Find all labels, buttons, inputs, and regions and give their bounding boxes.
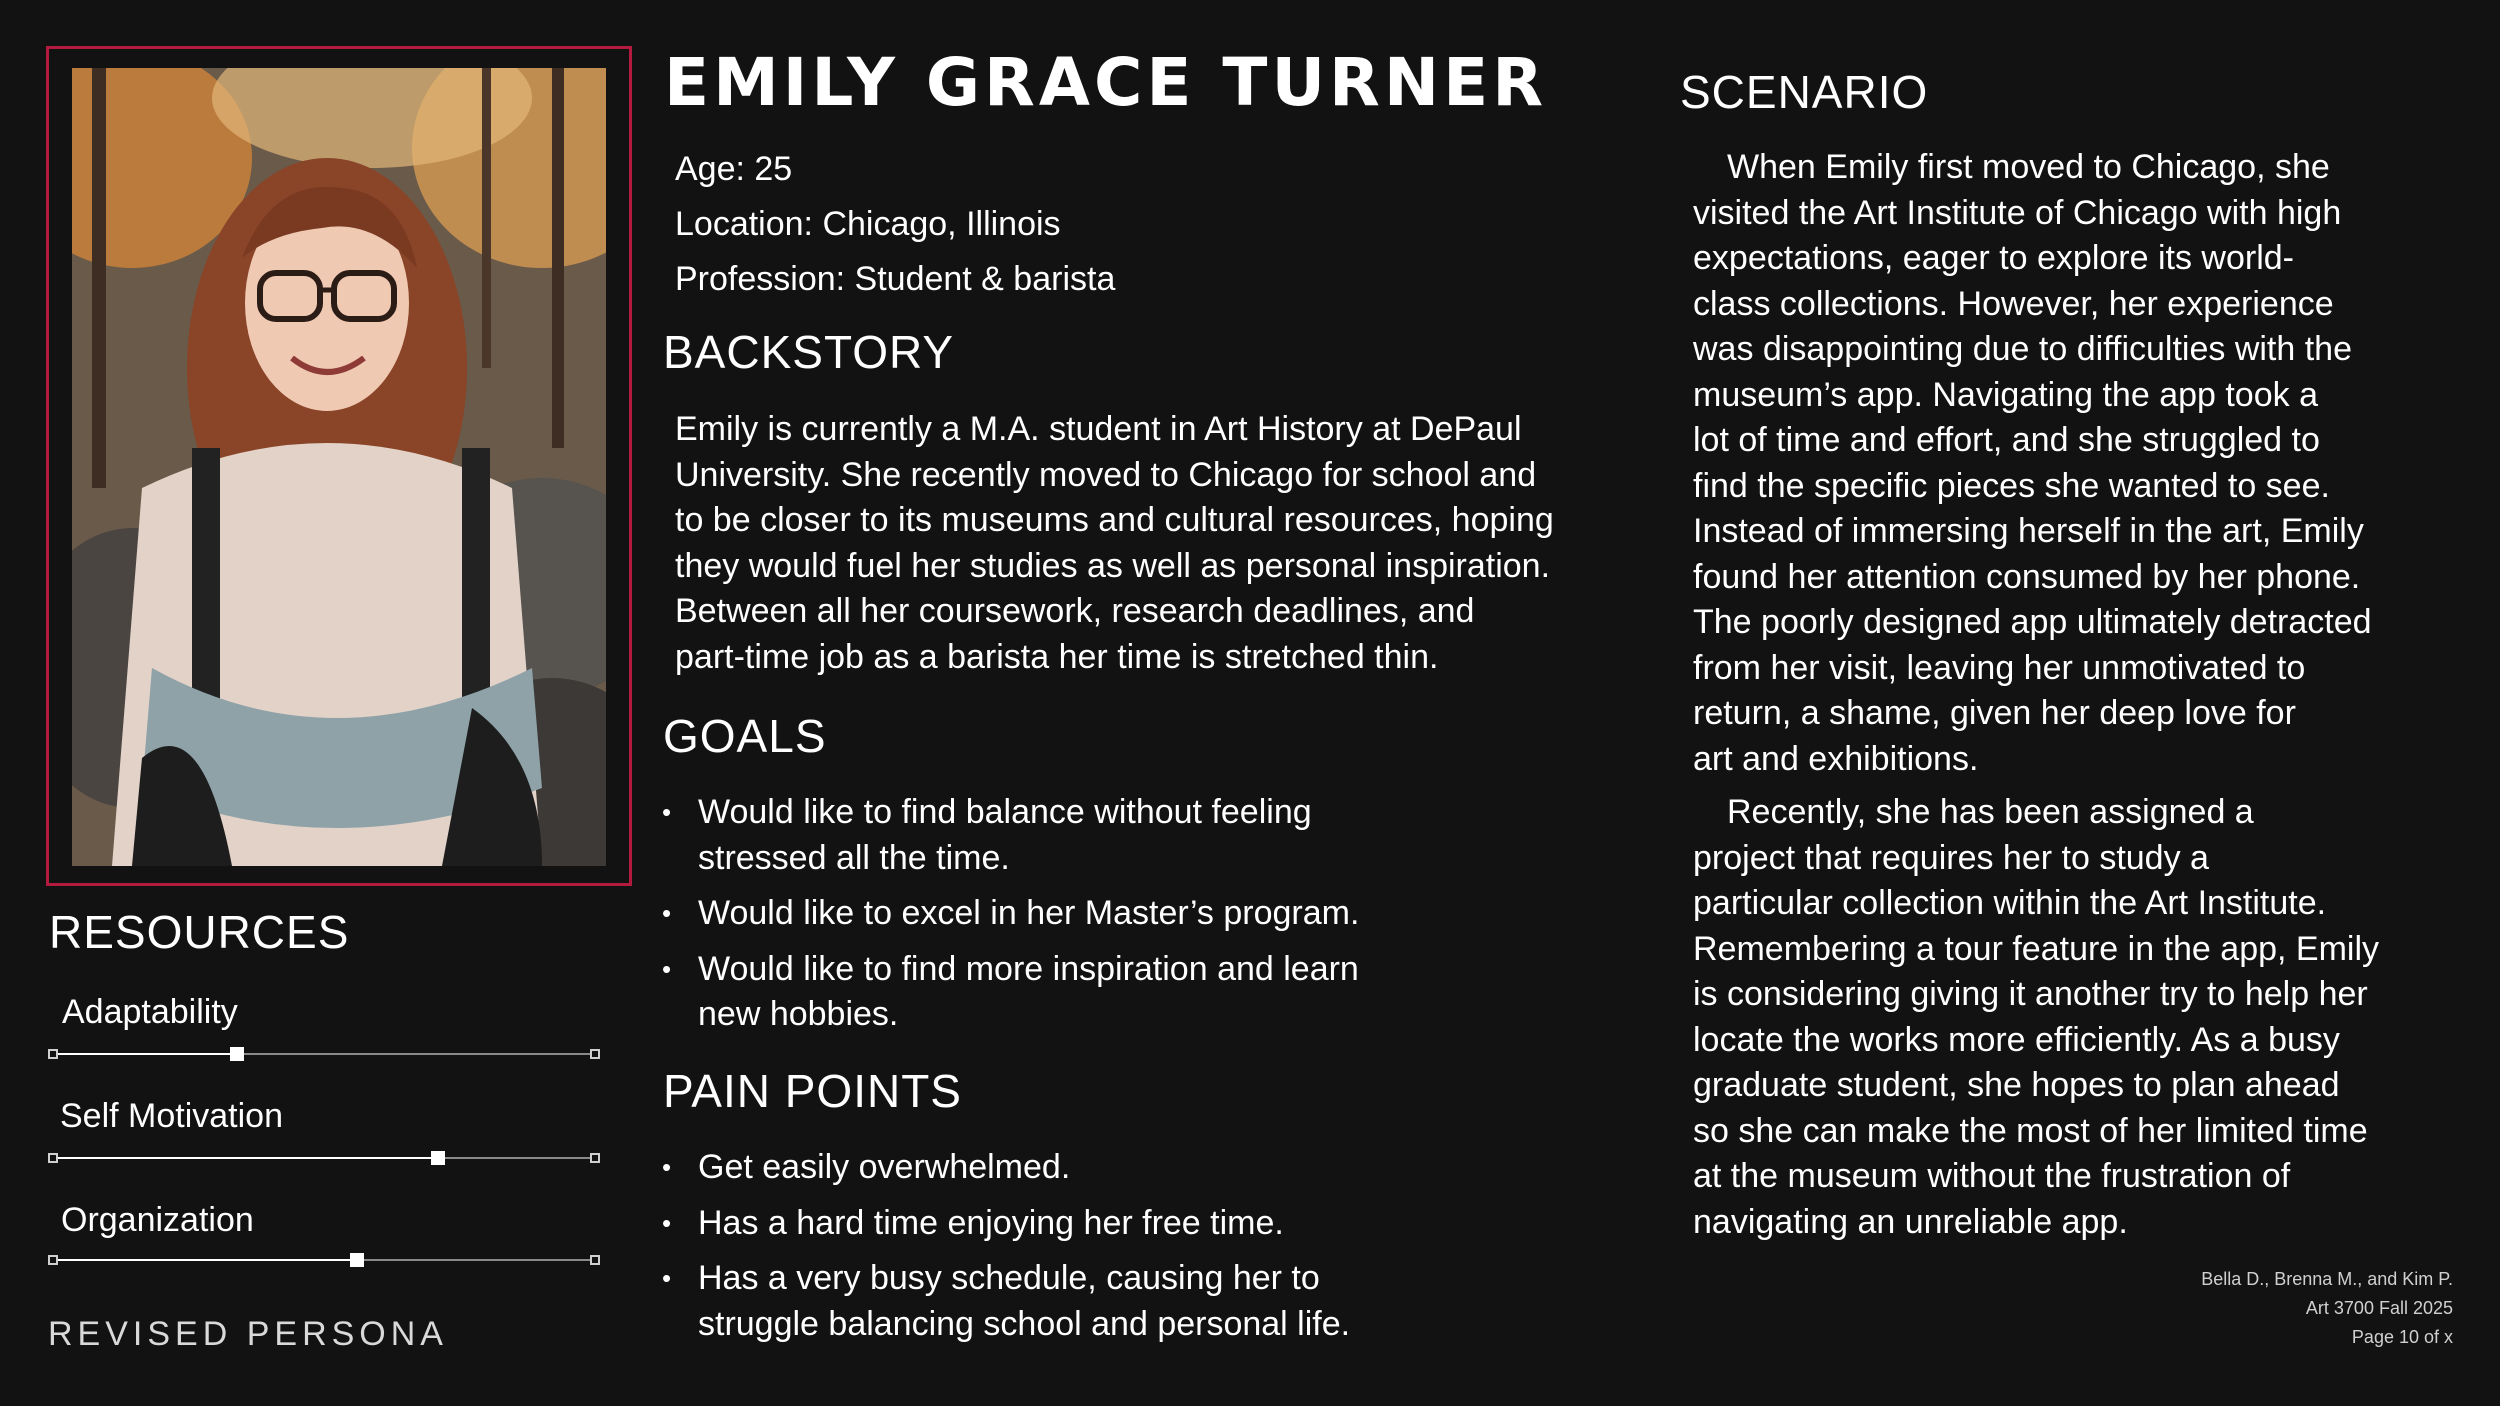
scenario-line: locate the works more efficiently. As a busy	[1693, 1020, 2340, 1059]
pain-points-heading: PAIN POINTS	[663, 1065, 962, 1117]
scenario-line: Recently, she has been assigned a	[1727, 793, 2254, 831]
scenario-line: return, a shame, given her deep love for	[1693, 694, 2296, 732]
slider-handle[interactable]	[230, 1047, 244, 1061]
goal-item	[662, 891, 1422, 937]
persona-location: Location: Chicago, Illinois	[675, 205, 1061, 243]
pain-point-item	[662, 1145, 1422, 1191]
goals-heading: GOALS	[663, 710, 827, 762]
scenario-paragraph-2	[1693, 790, 2473, 1245]
scenario-line: The poorly designed app ultimately detracted	[1693, 603, 2372, 641]
credits	[1853, 1265, 2453, 1352]
scenario-line: art and exhibitions.	[1693, 739, 1979, 778]
scenario-line: find the specific pieces she wanted to see.	[1693, 466, 2330, 505]
backstory-heading: BACKSTORY	[663, 326, 955, 378]
backstory-line: part-time job as a barista her time is stretched thin.	[675, 637, 1439, 676]
goal-item	[662, 790, 1422, 881]
scenario-line: at the museum without the frustration of	[1693, 1157, 2291, 1195]
pain-point-item	[662, 1256, 1422, 1347]
scenario-line: museum’s app. Navigating the app took a	[1693, 375, 2318, 414]
pain-point-item	[662, 1201, 1422, 1247]
credit-authors: Bella D., Brenna M., and Kim P.	[2201, 1269, 2453, 1289]
revised-persona-label: REVISED PERSONA	[48, 1315, 448, 1353]
persona-photo	[72, 68, 606, 866]
slider-start-cap	[48, 1255, 58, 1265]
persona-name: EMILY GRACE TURNER	[664, 44, 1548, 121]
scenario-line: so she can make the most of her limited time	[1693, 1111, 2368, 1150]
slider-label-adaptability: Adaptability	[62, 993, 238, 1031]
credit-course: Art 3700 Fall 2025	[2305, 1298, 2453, 1318]
goal-line: stressed all the time.	[698, 838, 1010, 877]
slider-label-organization: Organization	[61, 1201, 254, 1239]
slider-fill	[53, 1053, 237, 1055]
scenario-paragraph-1	[1693, 145, 2473, 782]
pain-point-line: • Get easily overwhelmed.	[698, 1148, 1071, 1186]
scenario-line: expectations, eager to explore its world-	[1693, 239, 2294, 277]
slider-end-cap	[590, 1153, 600, 1163]
scenario-line: class collections. However, her experience	[1693, 284, 2334, 323]
slider-self-motivation[interactable]	[48, 1150, 600, 1166]
slider-handle[interactable]	[431, 1151, 445, 1165]
slider-organization[interactable]	[48, 1252, 600, 1268]
slider-start-cap	[48, 1153, 58, 1163]
scenario-line: visited the Art Institute of Chicago with high	[1693, 193, 2342, 232]
scenario-line: Instead of immersing herself in the art, Emily	[1693, 512, 2364, 550]
scenario-line: When Emily first moved to Chicago, she	[1727, 148, 2330, 186]
slider-handle[interactable]	[350, 1253, 364, 1267]
pain-point-line: struggle balancing school and personal life.	[698, 1304, 1351, 1343]
goal-line: • Would like to find balance without feeling	[698, 793, 1312, 831]
pain-point-line: • Has a very busy schedule, causing her to	[698, 1259, 1320, 1297]
goals-list	[662, 790, 1422, 1038]
backstory-text	[675, 407, 1555, 680]
persona-info	[675, 142, 1115, 307]
backstory-line: to be closer to its museums and cultural resources, hoping	[675, 501, 1554, 539]
pain-points-list	[662, 1145, 1422, 1347]
scenario-line: particular collection within the Art Institute.	[1693, 884, 2327, 922]
resources-heading: RESOURCES	[49, 906, 350, 958]
slider-end-cap	[590, 1049, 600, 1059]
slider-fill	[53, 1259, 357, 1261]
goal-line: • Would like to excel in her Master’s program.	[698, 894, 1360, 932]
goal-line: new hobbies.	[698, 995, 899, 1033]
scenario-line: lot of time and effort, and she struggled to	[1693, 421, 2320, 459]
backstory-line: Between all her coursework, research deadlines, and	[675, 592, 1475, 630]
scenario-line: graduate student, she hopes to plan ahead	[1693, 1066, 2340, 1104]
goal-item	[662, 947, 1422, 1038]
backstory-line: Emily is currently a M.A. student in Art History at DePaul	[675, 410, 1522, 448]
scenario-line: Remembering a tour feature in the app, Emily	[1693, 929, 2380, 968]
goal-line: • Would like to find more inspiration and learn	[698, 949, 1359, 988]
slider-label-self-motivation: Self Motivation	[60, 1097, 283, 1135]
scenario-line: from her visit, leaving her unmotivated to	[1693, 648, 2306, 687]
slider-end-cap	[590, 1255, 600, 1265]
scenario-line: navigating an unreliable app.	[1693, 1202, 2128, 1241]
slider-fill	[53, 1157, 438, 1159]
credit-page: Page 10 of x	[2351, 1327, 2453, 1347]
scenario-line: was disappointing due to difficulties with the	[1693, 330, 2352, 368]
persona-profession: Profession: Student & barista	[675, 260, 1116, 298]
backstory-line: they would fuel her studies as well as personal inspiration.	[675, 546, 1551, 585]
slider-adaptability[interactable]	[48, 1046, 600, 1062]
pain-point-line: • Has a hard time enjoying her free time.	[698, 1203, 1284, 1242]
scenario-line: is considering giving it another try to help her	[1693, 975, 2368, 1013]
scenario-line: found her attention consumed by her phone.	[1693, 557, 2361, 596]
scenario-heading: SCENARIO	[1680, 66, 1929, 118]
scenario-line: project that requires her to study a	[1693, 838, 2209, 877]
slider-start-cap	[48, 1049, 58, 1059]
persona-age: Age: 25	[675, 150, 793, 188]
backstory-line: University. She recently moved to Chicago for school and	[675, 455, 1537, 494]
